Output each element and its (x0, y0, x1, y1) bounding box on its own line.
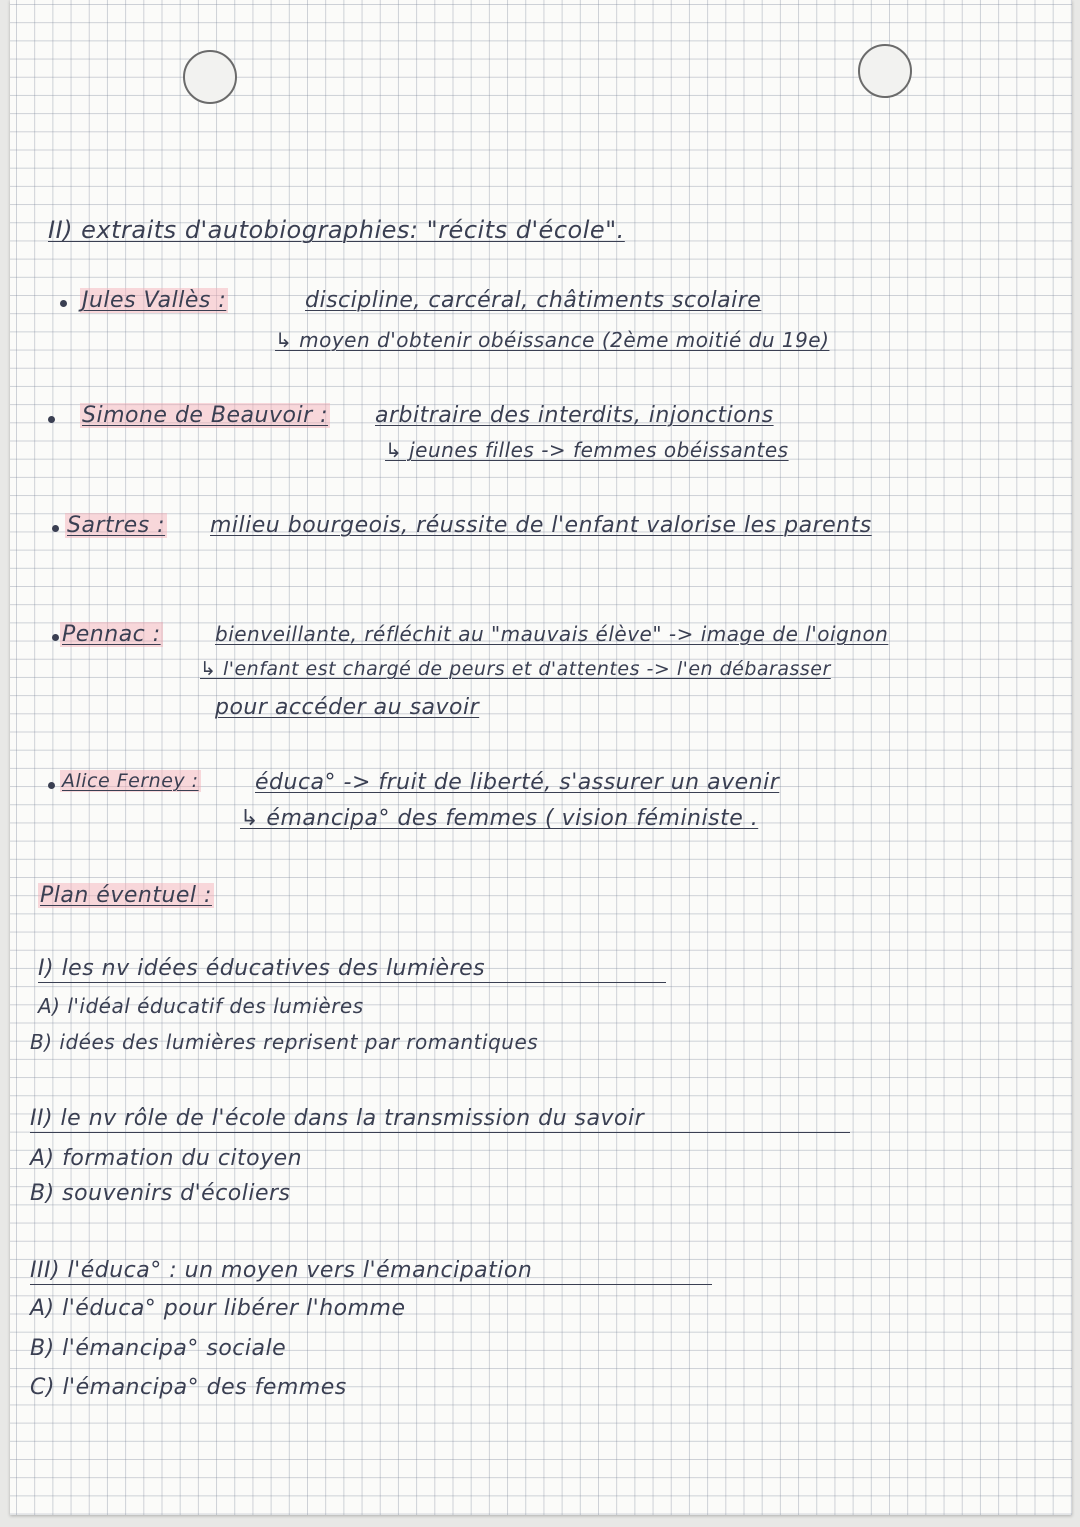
author-name-text: Simone de Beauvoir : (82, 403, 329, 428)
author-beauvoir-line1: arbitraire des interdits, injonctions (375, 403, 774, 428)
plan-part-1-item-a: A) l'idéal éducatif des lumières (38, 994, 364, 1018)
plan-part-3-item-c: C) l'émancipa° des femmes (30, 1375, 347, 1400)
author-name-text: Jules Vallès : (82, 288, 227, 313)
bullet (52, 525, 59, 532)
author-name-sartres (65, 515, 167, 537)
author-name-ferney (60, 772, 201, 791)
author-ferney-line1: éduca° -> fruit de liberté, s'assurer un avenir (255, 770, 780, 795)
binder-hole-right (858, 44, 912, 98)
plan-part-3-title: III) l'éduca° : un moyen vers l'émancipation (30, 1258, 533, 1283)
author-pennac-line1: bienveillante, réfléchit au "mauvais élève" -> image de l'oignon (215, 622, 889, 646)
author-ferney-line2: ↳ émancipa° des femmes ( vision féministe . (240, 806, 759, 831)
author-pennac-line3: pour accéder au savoir (215, 695, 480, 720)
plan-part-1-title: I) les nv idées éducatives des lumières (38, 956, 486, 981)
plan-label (38, 885, 214, 907)
plan-part-3-item-a: A) l'éduca° pour libérer l'homme (30, 1296, 406, 1321)
author-name-text: Pennac : (62, 622, 161, 647)
section-title: II) extraits d'autobiographies: "récits d'école". (48, 216, 625, 244)
plan-part-1-item-b: B) idées des lumières reprisent par romantiques (30, 1030, 539, 1054)
author-name-pennac (60, 624, 163, 646)
author-name-valles (80, 290, 228, 312)
author-valles-line1: discipline, carcéral, châtiments scolaire (305, 288, 762, 313)
author-name-text: Sartres : (67, 513, 166, 538)
plan-part-3-item-b: B) l'émancipa° sociale (30, 1336, 287, 1361)
author-name-beauvoir (80, 405, 330, 427)
plan-part-1-underline (38, 982, 666, 983)
plan-label-text: Plan éventuel : (40, 883, 212, 908)
plan-part-2-underline (30, 1132, 850, 1133)
plan-part-2-item-b: B) souvenirs d'écoliers (30, 1181, 291, 1206)
binder-hole-left (183, 50, 237, 104)
bullet (48, 416, 55, 423)
plan-part-3-underline (30, 1284, 712, 1285)
bullet (60, 300, 67, 307)
bullet (48, 782, 55, 789)
notebook-page (10, 0, 1072, 1515)
author-pennac-line2: ↳ l'enfant est chargé de peurs et d'attentes -> l'en débarasser (200, 658, 831, 680)
bullet (52, 634, 59, 641)
author-sartres-line1: milieu bourgeois, réussite de l'enfant valorise les parents (210, 513, 872, 538)
plan-part-2-item-a: A) formation du citoyen (30, 1146, 303, 1171)
author-valles-line2: ↳ moyen d'obtenir obéissance (2ème moitié du 19e) (275, 328, 830, 352)
plan-part-2-title: II) le nv rôle de l'école dans la transmission du savoir (30, 1106, 645, 1131)
author-name-text: Alice Ferney : (62, 770, 199, 792)
author-beauvoir-line2: ↳ jeunes filles -> femmes obéissantes (385, 438, 789, 462)
